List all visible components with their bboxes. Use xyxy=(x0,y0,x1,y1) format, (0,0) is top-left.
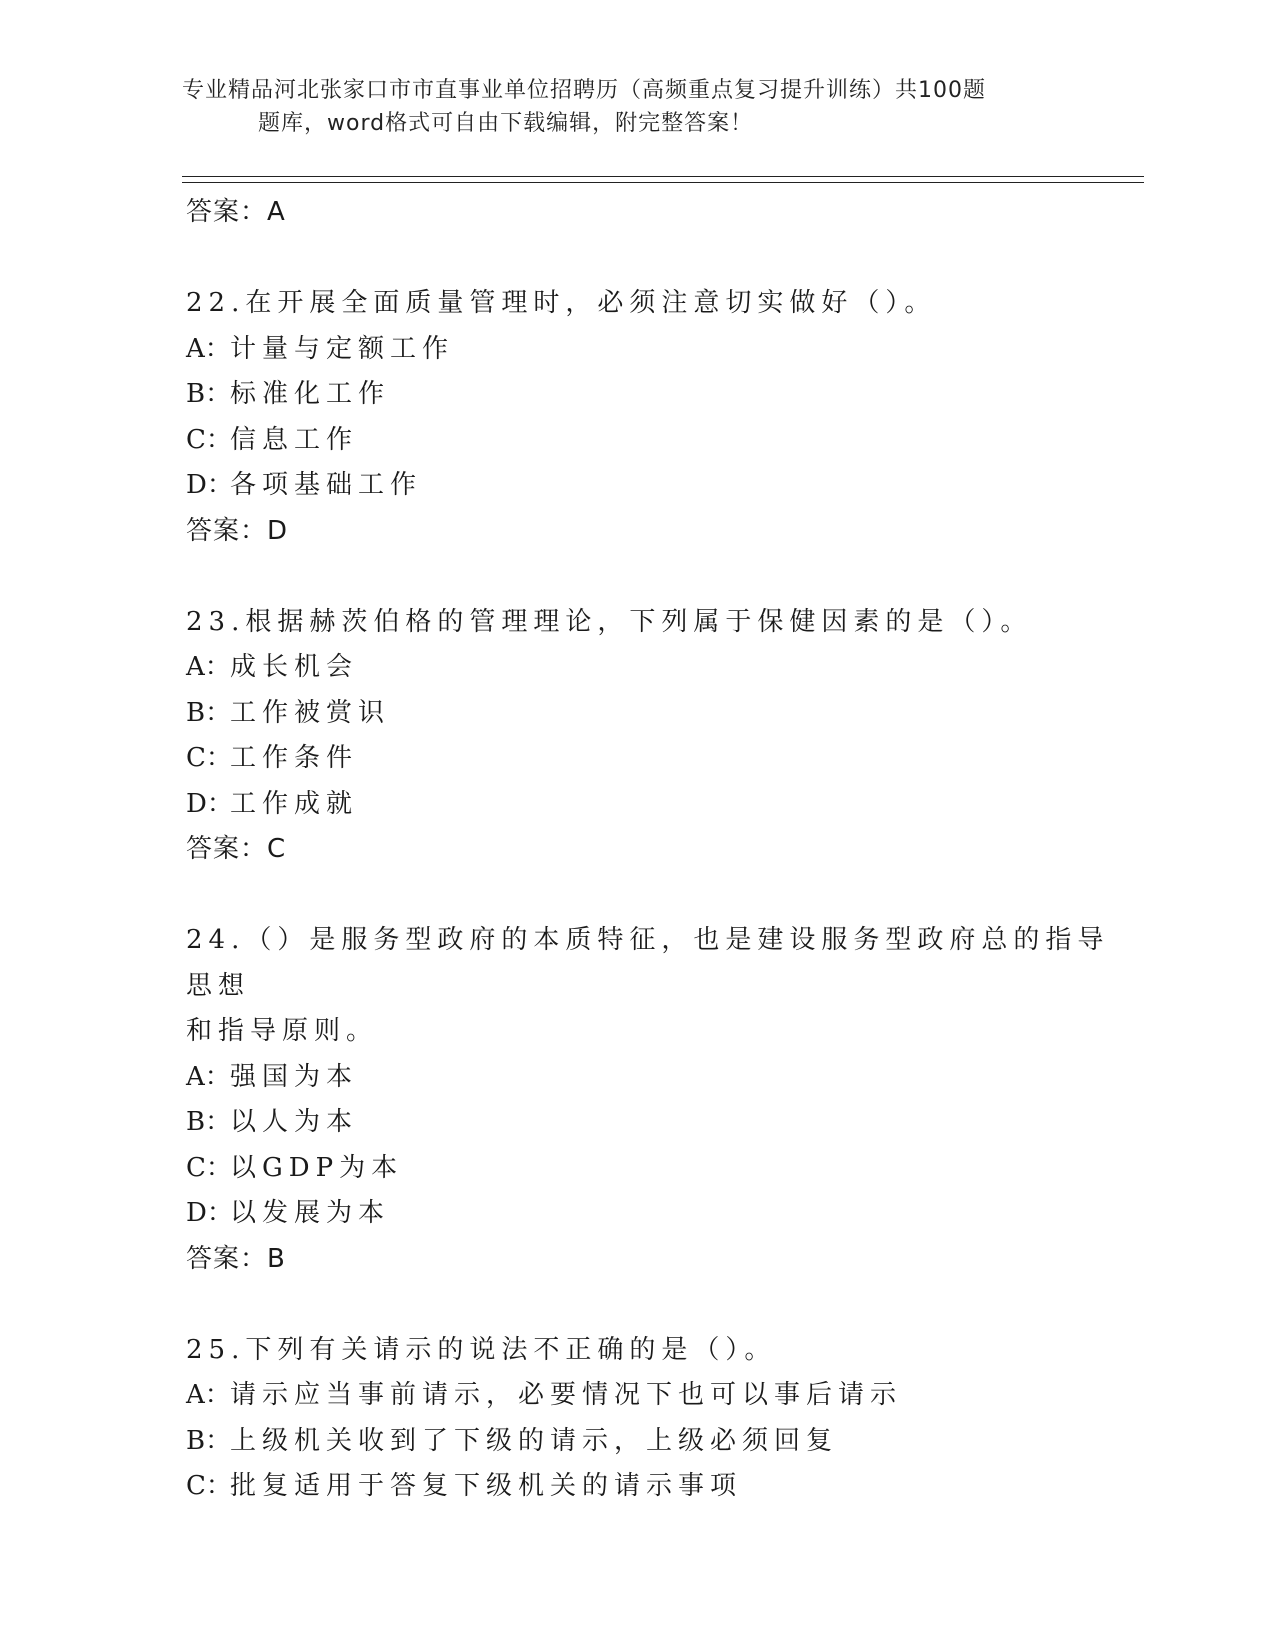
option-key: D： xyxy=(186,470,233,500)
option-a xyxy=(186,1055,1116,1101)
option-text: 请示应当事前请示，必要情况下也可以事后请示 xyxy=(230,1380,903,1410)
option-a xyxy=(186,1373,1116,1419)
option-c xyxy=(186,1146,1116,1192)
option-key: C： xyxy=(186,1471,232,1501)
option-key: C： xyxy=(186,424,232,455)
option-text: 各项基础工作 xyxy=(230,470,423,500)
header-divider-bottom xyxy=(182,182,1144,183)
question-25 xyxy=(186,1328,1116,1510)
option-text: 以GDP为本 xyxy=(230,1152,404,1183)
option-c xyxy=(186,1464,1116,1510)
option-c xyxy=(186,418,1116,464)
option-a xyxy=(186,327,1116,373)
header-title-line2: 题库，word格式可自由下载编辑，附完整答案！ xyxy=(258,111,754,136)
option-text: 以人为本 xyxy=(230,1107,359,1137)
option-b xyxy=(186,1100,1116,1146)
header-divider-top xyxy=(182,176,1144,177)
option-key: A： xyxy=(186,1380,231,1410)
question-22 xyxy=(186,281,1116,554)
option-b xyxy=(186,691,1116,737)
option-text: 上级机关收到了下级的请示，上级必须回复 xyxy=(230,1425,839,1456)
question-23 xyxy=(186,600,1116,873)
question-stem: 25.下列有关请示的说法不正确的是（）。 xyxy=(186,1334,777,1365)
option-text: 成长机会 xyxy=(230,652,359,682)
option-key: A： xyxy=(186,1061,231,1092)
option-d xyxy=(186,782,1116,828)
option-text: 工作被赏识 xyxy=(230,697,391,728)
option-key: C： xyxy=(186,1152,232,1183)
option-key: C： xyxy=(186,743,232,773)
option-c xyxy=(186,736,1116,782)
option-b xyxy=(186,1419,1116,1465)
option-d xyxy=(186,1191,1116,1237)
option-text: 批复适用于答复下级机关的请示事项 xyxy=(230,1471,743,1501)
option-a xyxy=(186,645,1116,691)
option-b xyxy=(186,372,1116,418)
option-key: A： xyxy=(186,652,231,682)
option-text: 以发展为本 xyxy=(230,1198,391,1228)
question-24 xyxy=(186,918,1116,1282)
option-text: 工作条件 xyxy=(230,743,359,773)
option-d xyxy=(186,463,1116,509)
option-key: D： xyxy=(186,1198,233,1228)
option-key: B： xyxy=(186,379,232,409)
question-list xyxy=(186,190,1116,1510)
question-stem: 23.根据赫茨伯格的管理理论，下列属于保健因素的是（）。 xyxy=(186,606,1033,637)
option-text: 工作成就 xyxy=(230,788,359,819)
option-text: 强国为本 xyxy=(230,1061,359,1092)
question-stem: 22.在开展全面质量管理时，必须注意切实做好（）。 xyxy=(186,288,937,318)
answer-22: 答案：D xyxy=(186,515,289,546)
option-key: B： xyxy=(186,1107,232,1137)
option-text: 标准化工作 xyxy=(230,379,391,409)
option-key: A： xyxy=(186,333,231,364)
answer-21: 答案：A xyxy=(186,197,286,227)
question-stem-line2: 和指导原则。 xyxy=(186,1016,379,1046)
option-text: 计量与定额工作 xyxy=(230,333,455,364)
answer-23: 答案：C xyxy=(186,834,287,864)
page-header xyxy=(182,74,1082,140)
answer-24: 答案：B xyxy=(186,1243,286,1274)
option-key: B： xyxy=(186,697,232,728)
option-text: 信息工作 xyxy=(230,424,359,455)
question-stem-line1: 24.（）是服务型政府的本质特征，也是建设服务型政府总的指导思想 xyxy=(186,925,1110,1001)
option-key: B： xyxy=(186,1425,232,1456)
option-key: D： xyxy=(186,788,233,819)
header-title-line1: 专业精品河北张家口市市直事业单位招聘历（高频重点复习提升训练）共100题 xyxy=(182,78,986,103)
